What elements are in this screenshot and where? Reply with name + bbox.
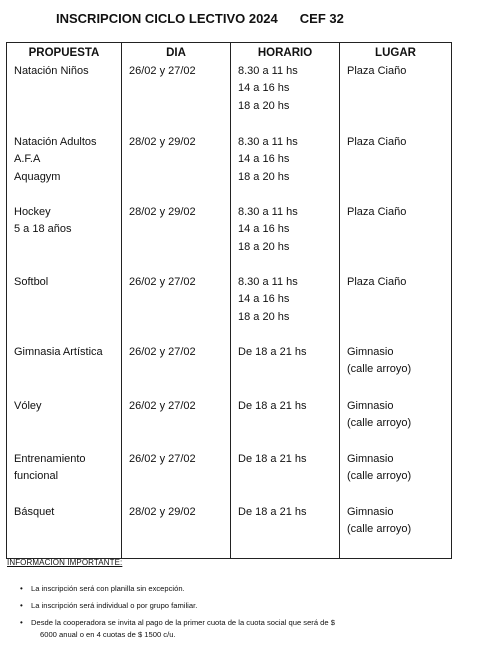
cell-line: Básquet <box>14 505 55 518</box>
note-item <box>20 617 460 641</box>
cell-line: Natación Niños <box>14 64 89 77</box>
cell-propuesta <box>7 398 122 451</box>
info-title: INFORMACION IMPORTANTE: <box>7 558 123 567</box>
cell-propuesta <box>7 63 122 134</box>
cell-line: (calle arroyo) <box>347 470 412 482</box>
cell-line: Gimnasio <box>347 345 394 358</box>
cell-line: 28/02 y 29/02 <box>129 205 196 218</box>
table-row <box>7 63 452 134</box>
cell-line: 14 a 16 hs <box>238 82 290 94</box>
cell-lugar <box>340 344 452 398</box>
cell-line: 8.30 a 11 hs <box>238 275 298 288</box>
cell-lugar <box>340 134 452 204</box>
cell-line: Gimnasio <box>347 452 394 465</box>
cell-line: 26/02 y 27/02 <box>129 452 196 465</box>
cell-line: 8.30 a 11 hs <box>238 135 298 148</box>
cell-line: 14 a 16 hs <box>238 223 290 235</box>
cell-line: Hockey <box>14 205 51 218</box>
cell-lugar <box>340 63 452 134</box>
cell-horario <box>231 63 340 134</box>
cell-line: 18 a 20 hs <box>238 310 290 323</box>
cell-line: Gimnasia Artística <box>14 345 103 358</box>
cell-line: 14 a 16 hs <box>238 153 290 165</box>
cell-lugar <box>340 204 452 274</box>
cell-line: 26/02 y 27/02 <box>129 64 196 77</box>
column-header-dia: DIA <box>122 43 231 63</box>
cell-line: Plaza Ciaño <box>347 275 407 288</box>
cell-dia <box>122 204 231 274</box>
note-text: La inscripción será con planilla sin excepción. <box>31 584 185 593</box>
column-header-propuesta: PROPUESTA <box>7 43 122 63</box>
cell-propuesta <box>7 274 122 344</box>
cell-lugar <box>340 274 452 344</box>
cell-dia <box>122 274 231 344</box>
cell-line: Entrenamiento <box>14 452 86 465</box>
table-body <box>7 63 452 559</box>
cell-line: De 18 a 21 hs <box>238 399 307 412</box>
bullet-icon: • <box>20 584 23 593</box>
cell-line: 18 a 20 hs <box>238 240 290 253</box>
cell-line: 28/02 y 29/02 <box>129 135 196 148</box>
cell-dia <box>122 344 231 398</box>
cell-dia <box>122 134 231 204</box>
column-header-lugar: LUGAR <box>340 43 452 63</box>
cell-horario <box>231 504 340 559</box>
note-text: 6000 anual o en 4 cuotas de $ 1500 c/u. <box>40 630 176 639</box>
cell-line: 8.30 a 11 hs <box>238 205 298 218</box>
cell-horario <box>231 134 340 204</box>
cell-line: De 18 a 21 hs <box>238 505 307 518</box>
cell-line: Aquagym <box>14 170 61 183</box>
cell-line: Plaza Ciaño <box>347 205 407 218</box>
bullet-icon: • <box>20 601 23 610</box>
table-row <box>7 451 452 504</box>
table-row <box>7 344 452 398</box>
cell-dia <box>122 398 231 451</box>
title-text: INSCRIPCION CICLO LECTIVO 2024 <box>56 11 278 26</box>
cell-line: Vóley <box>14 399 42 412</box>
cell-propuesta <box>7 451 122 504</box>
cell-line: 26/02 y 27/02 <box>129 275 196 288</box>
cell-line: A.F.A <box>14 153 41 165</box>
title-code: CEF 32 <box>299 11 344 26</box>
cell-lugar <box>340 398 452 451</box>
table-row <box>7 134 452 204</box>
bullet-icon: • <box>20 618 23 627</box>
cell-horario <box>231 451 340 504</box>
cell-line: 28/02 y 29/02 <box>129 505 196 518</box>
cell-line: 26/02 y 27/02 <box>129 345 196 358</box>
cell-propuesta <box>7 504 122 559</box>
note-text: La inscripción será individual o por grupo familiar. <box>31 601 198 610</box>
cell-horario <box>231 204 340 274</box>
note-text: Desde la cooperadora se invita al pago de la primer cuota de la cuota social que será de $ <box>31 618 335 627</box>
table-row <box>7 274 452 344</box>
cell-horario <box>231 398 340 451</box>
table-row <box>7 204 452 274</box>
page-title <box>56 11 356 26</box>
cell-line: Softbol <box>14 275 49 288</box>
cell-line: (calle arroyo) <box>347 417 412 429</box>
cell-line: De 18 a 21 hs <box>238 452 307 465</box>
cell-propuesta <box>7 134 122 204</box>
cell-line: funcional <box>14 470 59 482</box>
cell-line: 8.30 a 11 hs <box>238 64 298 77</box>
table-row <box>7 398 452 451</box>
cell-propuesta <box>7 344 122 398</box>
cell-lugar <box>340 451 452 504</box>
note-item <box>20 583 460 595</box>
table-header-row <box>7 43 452 63</box>
cell-dia <box>122 504 231 559</box>
cell-line: (calle arroyo) <box>347 363 412 375</box>
cell-horario <box>231 274 340 344</box>
cell-line: 26/02 y 27/02 <box>129 399 196 412</box>
cell-line: Plaza Ciaño <box>347 64 407 77</box>
cell-dia <box>122 451 231 504</box>
cell-line: 18 a 20 hs <box>238 99 290 112</box>
column-header-horario: HORARIO <box>231 43 340 63</box>
cell-line: 18 a 20 hs <box>238 170 290 183</box>
cell-lugar <box>340 504 452 559</box>
table-row <box>7 504 452 559</box>
cell-line: Plaza Ciaño <box>347 135 407 148</box>
cell-line: Gimnasio <box>347 399 394 412</box>
cell-line: 14 a 16 hs <box>238 293 290 305</box>
cell-dia <box>122 63 231 134</box>
schedule-table <box>6 42 452 559</box>
cell-line: 5 a 18 años <box>14 223 72 235</box>
cell-line: Gimnasio <box>347 505 394 518</box>
cell-propuesta <box>7 204 122 274</box>
cell-line: Natación Adultos <box>14 135 97 148</box>
cell-horario <box>231 344 340 398</box>
notes-list <box>20 583 460 646</box>
cell-line: De 18 a 21 hs <box>238 345 307 358</box>
cell-line: (calle arroyo) <box>347 523 412 535</box>
note-item <box>20 600 460 612</box>
